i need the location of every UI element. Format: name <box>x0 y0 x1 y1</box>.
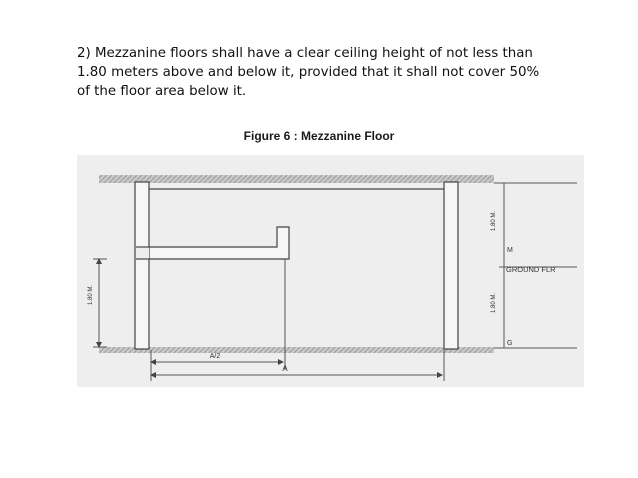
requirement-paragraph <box>77 44 547 101</box>
right-lower-height-label: 1.80 M. <box>491 292 497 314</box>
mezzanine-junction <box>136 247 149 259</box>
floor-slab <box>99 347 494 353</box>
ground-floor-label: GROUND FLR <box>506 265 556 274</box>
mezzanine-floor-diagram <box>77 155 584 387</box>
right-wall <box>444 182 458 349</box>
paragraph-line-2: 1.80 meters above and below it, provided that it shall not cover 50% <box>77 65 540 80</box>
roof-slab <box>99 175 494 183</box>
mezzanine-marker-label: M <box>507 247 513 254</box>
paragraph-line-1: 2) Mezzanine floors shall have a clear ceiling height of not less than <box>77 46 533 61</box>
a-label: A <box>282 364 288 373</box>
left-wall <box>135 182 149 349</box>
diagram-canvas <box>77 155 584 387</box>
paragraph-line-3: of the floor area below it. <box>77 84 247 99</box>
half-a-label: A/2 <box>209 353 221 360</box>
figure-title: Figure 6 : Mezzanine Floor <box>243 129 395 143</box>
left-height-label: 1.80 M. <box>88 284 94 306</box>
ground-marker-label: G <box>507 340 513 347</box>
mezzanine-slab <box>149 227 289 259</box>
right-upper-height-label: 1.80 M. <box>491 210 497 232</box>
